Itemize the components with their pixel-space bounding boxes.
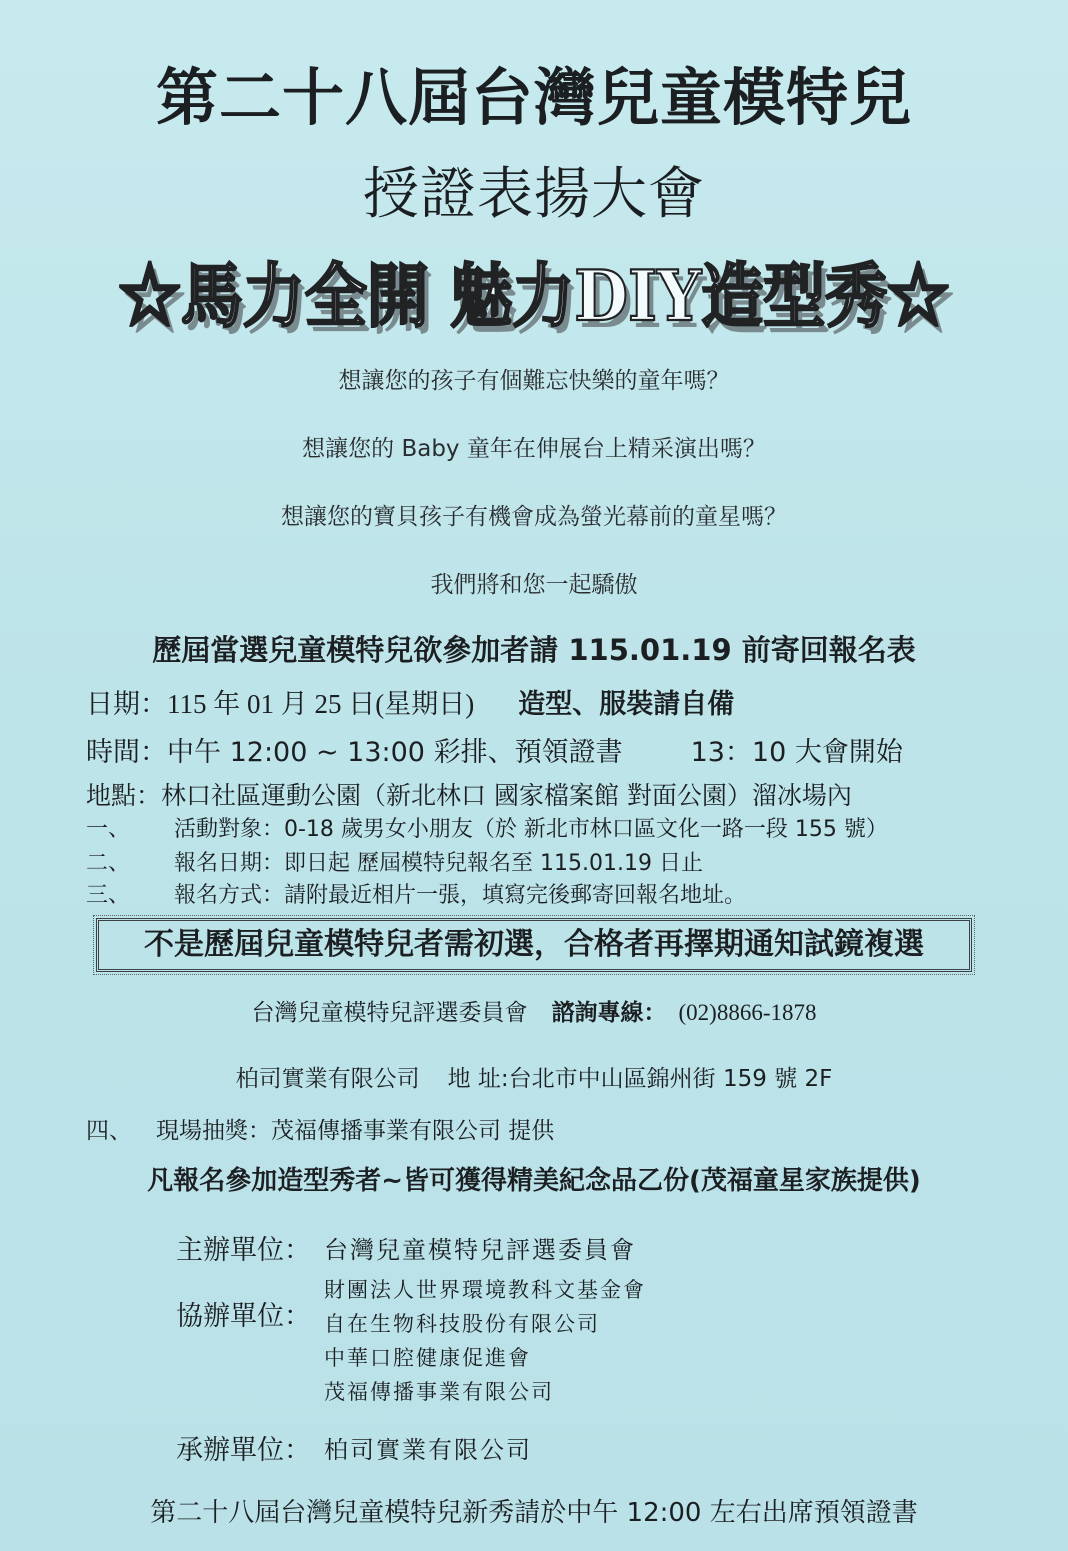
list-item-text: 報名方式：請附最近相片一張，填寫完後郵寄回報名地址。 — [174, 883, 747, 908]
contact-line — [0, 994, 1068, 1027]
list-item-number: 二、 — [86, 851, 131, 876]
event-subtitle: 授證表揚大會 — [363, 162, 705, 227]
souvenir-notice: 凡報名參加造型秀者~皆可獲得精美紀念品乙份(茂福童星家族提供) — [147, 1166, 921, 1196]
co-host-org: 財團法人世界環境教科文基金會 — [324, 1278, 646, 1302]
intro-question-2: 想讓您的 Baby 童年在伸展台上精采演出嗎？ — [302, 436, 766, 462]
time-value: 中午 12:00 ~ 13:00 彩排、預領證書 — [167, 737, 623, 768]
footer-notice: 第二十八屆台灣兒童模特兒新秀請於中午 12:00 左右出席預領證書 — [150, 1498, 918, 1528]
time-label: 時間： — [86, 737, 167, 768]
intro-question-1: 想讓您的孩子有個難忘快樂的童年嗎？ — [338, 368, 730, 394]
co-host-org: 中華口腔健康促進會 — [324, 1346, 531, 1370]
co-host-org: 茂福傳播事業有限公司 — [324, 1380, 554, 1404]
company-address: 地 址:台北市中山區錦州街 159 號 2F — [447, 1066, 833, 1092]
time-value-start: 13：10 大會開始 — [690, 737, 903, 768]
event-title: 第二十八屆台灣兒童模特兒 — [155, 61, 912, 134]
date-value: 115 年 01 月 25 日(星期日) — [167, 689, 475, 719]
company-line — [0, 1060, 1068, 1093]
event-time-row — [86, 730, 903, 769]
intro-statement: 我們將和您一起驕傲 — [430, 572, 638, 598]
executor-org: 柏司實業有限公司 — [324, 1436, 532, 1464]
date-label: 日期： — [86, 689, 167, 720]
list-item — [86, 1112, 554, 1145]
list-item-number: 三、 — [86, 883, 131, 908]
co-host-org: 自在生物科技股份有限公司 — [324, 1312, 600, 1336]
contact-org: 台灣兒童模特兒評選委員會 — [251, 1000, 528, 1026]
preliminary-selection-notice: 不是歷屆兒童模特兒者需初選，合格者再擇期通知試鏡複選 — [96, 918, 972, 972]
hotline-label: 諮詢專線： — [551, 1000, 667, 1026]
host-label: 主辦單位： — [176, 1235, 311, 1266]
company-name: 柏司實業有限公司 — [235, 1066, 420, 1092]
list-item-number: 一、 — [86, 817, 131, 842]
intro-question-3: 想讓您的寶貝孩子有機會成為螢光幕前的童星嗎？ — [281, 504, 787, 530]
event-place-row: 地點：林口社區運動公園（新北林口 國家檔案館 對面公園）溜冰場內 — [86, 781, 852, 810]
list-item — [86, 812, 888, 843]
list-item-text: 活動對象：0-18 歲男女小朋友（於 新北市林口區文化一路一段 155 號） — [174, 817, 888, 842]
list-item — [86, 878, 746, 909]
executor-label: 承辦單位： — [176, 1435, 311, 1466]
list-item-text: 現場抽獎：茂福傳播事業有限公司 提供 — [156, 1118, 555, 1144]
hotline-phone: (02)8866-1878 — [678, 1000, 817, 1025]
list-item — [86, 846, 703, 877]
event-date-row — [86, 682, 734, 721]
show-banner-title: ☆馬力全開 魅力DIY造型秀☆ — [118, 255, 950, 337]
host-org: 台灣兒童模特兒評選委員會 — [324, 1236, 636, 1264]
registration-deadline-notice: 歷屆當選兒童模特兒欲參加者請 115.01.19 前寄回報名表 — [152, 633, 916, 667]
list-item-number: 四、 — [86, 1118, 132, 1144]
list-item-text: 報名日期：即日起 歷屆模特兒報名至 115.01.19 日止 — [174, 851, 703, 876]
date-note: 造型、服裝請自備 — [518, 689, 735, 720]
co-host-label: 協辦單位： — [176, 1301, 311, 1332]
